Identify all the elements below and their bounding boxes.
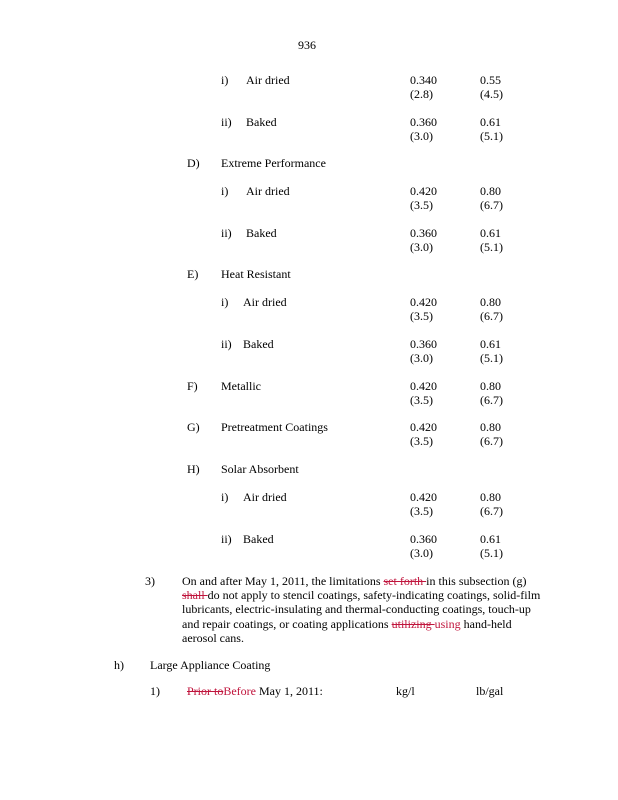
- value-kg-per-liter-sub: (3.0): [410, 546, 433, 560]
- value-lb-per-gallon-sub: (5.1): [480, 351, 503, 365]
- row-g-pretreatment-marker: G): [187, 420, 200, 434]
- row-d-heading-label: Extreme Performance: [221, 156, 326, 170]
- value-lb-per-gallon-sub: (5.1): [480, 129, 503, 143]
- value-kg-per-liter: 0.420: [410, 490, 437, 504]
- inserted-text: using: [434, 616, 461, 631]
- row-a-baked-label: Baked: [246, 115, 277, 129]
- value-lb-per-gallon: 0.55: [480, 73, 501, 87]
- value-lb-per-gallon-sub: (6.7): [480, 393, 503, 407]
- value-kg-per-liter: 0.340: [410, 73, 437, 87]
- row-d-baked-marker: ii): [221, 226, 232, 240]
- value-kg-per-liter: 0.420: [410, 295, 437, 309]
- row-e-baked-label: Baked: [243, 337, 274, 351]
- unit-kg-per-liter: kg/l: [396, 684, 415, 698]
- row-h-baked-marker: ii): [221, 532, 232, 546]
- deleted-text: shall: [182, 588, 208, 603]
- paragraph-3-part-3: do not apply to stencil coatings, safety-indicating coatings, solid-film lubricants, electric-insulating and thermal-conducting coatings, touch-up and repair coatings, or coating applications: [182, 588, 541, 631]
- row-e-heading-label: Heat Resistant: [221, 267, 291, 281]
- value-lb-per-gallon: 0.80: [480, 184, 501, 198]
- value-kg-per-liter: 0.420: [410, 184, 437, 198]
- deleted-text: set forth: [383, 574, 427, 588]
- inserted-text: Before: [223, 684, 256, 698]
- deleted-text: Prior to: [187, 684, 224, 698]
- value-lb-per-gallon-sub: (6.7): [480, 504, 503, 518]
- value-kg-per-liter-sub: (3.5): [410, 504, 433, 518]
- value-lb-per-gallon-sub: (5.1): [480, 546, 503, 560]
- item-1-text: [187, 684, 323, 698]
- row-d-baked-label: Baked: [246, 226, 277, 240]
- row-e-air-dried-label: Air dried: [243, 295, 287, 309]
- section-h-title: Large Appliance Coating: [150, 658, 271, 672]
- value-kg-per-liter: 0.420: [410, 420, 437, 434]
- value-lb-per-gallon: 0.61: [480, 115, 501, 129]
- value-kg-per-liter: 0.360: [410, 115, 437, 129]
- value-kg-per-liter: 0.360: [410, 226, 437, 240]
- row-e-baked-marker: ii): [221, 337, 232, 351]
- value-lb-per-gallon-sub: (5.1): [480, 240, 503, 254]
- paragraph-3-text: [182, 574, 542, 645]
- value-kg-per-liter: 0.420: [410, 379, 437, 393]
- value-lb-per-gallon-sub: (6.7): [480, 198, 503, 212]
- page-number: 936: [298, 38, 316, 52]
- value-kg-per-liter: 0.360: [410, 532, 437, 546]
- value-lb-per-gallon: 0.61: [480, 226, 501, 240]
- value-kg-per-liter: 0.360: [410, 337, 437, 351]
- row-h-air-dried-label: Air dried: [243, 490, 287, 504]
- unit-lb-per-gallon: lb/gal: [476, 684, 504, 698]
- row-g-pretreatment-label: Pretreatment Coatings: [221, 420, 328, 434]
- value-kg-per-liter-sub: (3.5): [410, 393, 433, 407]
- deleted-text: utilizing: [391, 616, 435, 631]
- value-kg-per-liter-sub: (3.5): [410, 309, 433, 323]
- value-lb-per-gallon: 0.80: [480, 295, 501, 309]
- row-a-baked-marker: ii): [221, 115, 232, 129]
- row-f-metallic-label: Metallic: [221, 379, 261, 393]
- item-1-rest: May 1, 2011:: [256, 684, 323, 698]
- paragraph-3-marker: 3): [145, 574, 155, 588]
- value-lb-per-gallon: 0.61: [480, 337, 501, 351]
- paragraph-3-part-4: hand-held aerosol cans.: [182, 616, 512, 645]
- value-lb-per-gallon-sub: (6.7): [480, 434, 503, 448]
- value-lb-per-gallon: 0.80: [480, 490, 501, 504]
- row-h-heading-label: Solar Absorbent: [221, 462, 299, 476]
- item-1-marker: 1): [150, 684, 160, 698]
- paragraph-3-part-1: On and after May 1, 2011, the limitations: [182, 574, 384, 588]
- value-kg-per-liter-sub: (3.0): [410, 240, 433, 254]
- value-kg-per-liter-sub: (2.8): [410, 87, 433, 101]
- value-kg-per-liter-sub: (3.5): [410, 434, 433, 448]
- value-lb-per-gallon: 0.80: [480, 420, 501, 434]
- row-e-air-dried-marker: i): [221, 295, 229, 309]
- row-a-air-dried-label: Air dried: [246, 73, 290, 87]
- section-h-marker: h): [114, 658, 124, 672]
- value-kg-per-liter-sub: (3.5): [410, 198, 433, 212]
- row-d-heading-marker: D): [187, 156, 200, 170]
- value-lb-per-gallon-sub: (6.7): [480, 309, 503, 323]
- row-h-heading-marker: H): [187, 462, 200, 476]
- row-f-metallic-marker: F): [187, 379, 198, 393]
- row-d-air-dried-label: Air dried: [246, 184, 290, 198]
- row-h-baked-label: Baked: [243, 532, 274, 546]
- value-lb-per-gallon: 0.61: [480, 532, 501, 546]
- value-kg-per-liter-sub: (3.0): [410, 129, 433, 143]
- value-lb-per-gallon-sub: (4.5): [480, 87, 503, 101]
- value-lb-per-gallon: 0.80: [480, 379, 501, 393]
- row-e-heading-marker: E): [187, 267, 199, 281]
- row-h-air-dried-marker: i): [221, 490, 229, 504]
- paragraph-3-part-2: in this subsection (g): [426, 574, 527, 588]
- value-kg-per-liter-sub: (3.0): [410, 351, 433, 365]
- row-d-air-dried-marker: i): [221, 184, 229, 198]
- row-a-air-dried-marker: i): [221, 73, 229, 87]
